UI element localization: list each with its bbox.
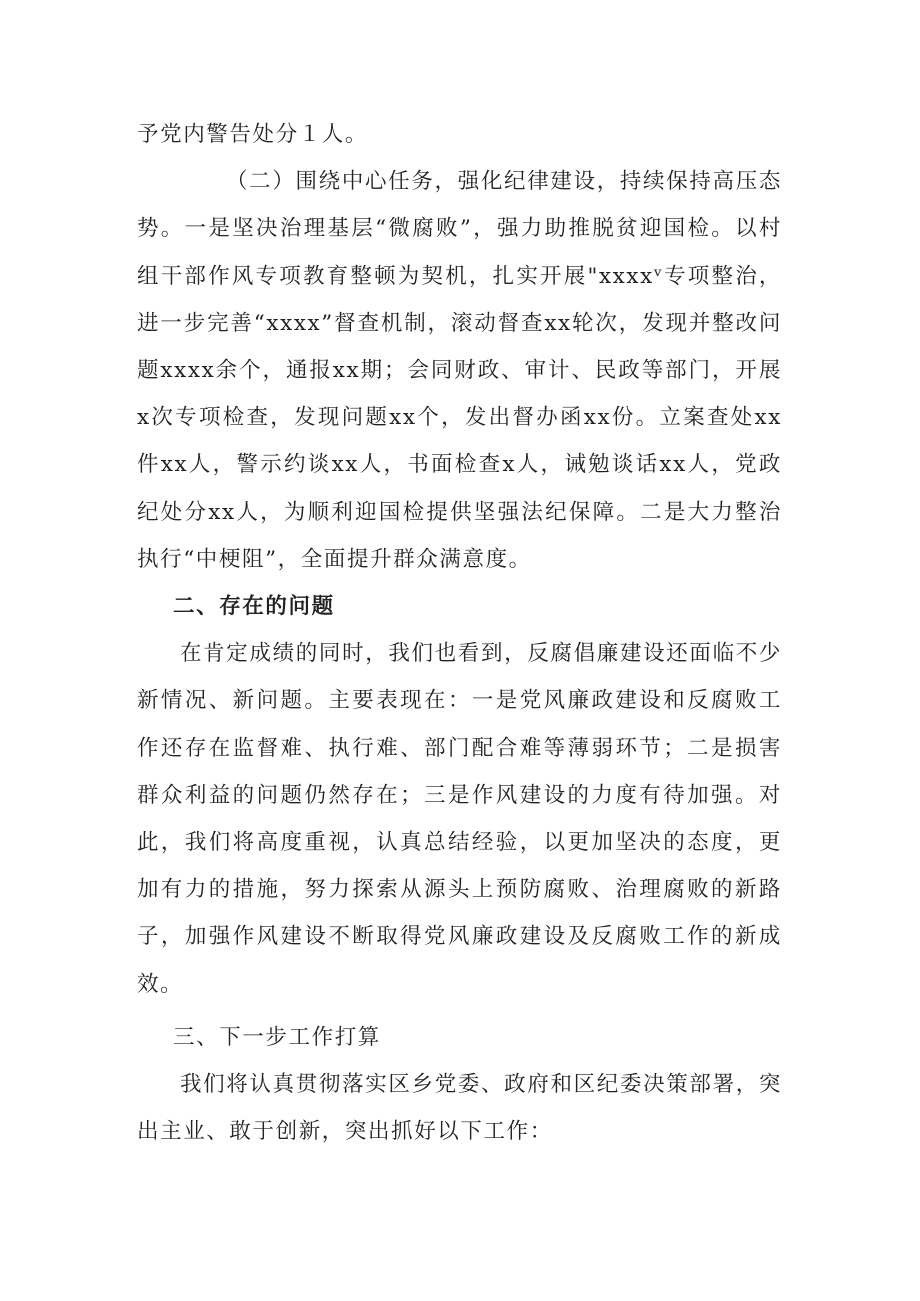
paragraph-continuation: 予党内警告处分１人。 <box>137 122 369 147</box>
heading-existing-problems: 二、存在的问题 <box>173 594 335 620</box>
heading-next-steps: 三、下一步工作打算 <box>173 1024 381 1050</box>
document-body <box>137 111 782 1155</box>
paragraph-problems: 在肯定成绩的同时，我们也看到，反腐倡廉建设还面临不少新情况、新问题。主要表现在：一是党风廉政建设和反腐败工作还存在监督难、执行难、部门配合难等薄弱环节；二是损害群众利益的问题仍然存在；三是作风建设的力度有待加强。对此，我们将高度重视，认真总结经验，以更加坚决的态度，更加有力的措施，努力探索从源头上预防腐败、治理腐败的新路子，加强作风建设不断取得党风廉政建设及反腐败工作的新成效。 <box>137 641 782 997</box>
paragraph-next-steps: 我们将认真贯彻落实区乡党委、政府和区纪委决策部署，突出主业、敢于创新，突出抓好以下工作： <box>137 1072 782 1145</box>
paragraph-section-two-sub: （二）围绕中心任务，强化纪律建设，持续保持高压态势。一是坚决治理基层“微腐败”，强力助推脱贫迎国检。以村组干部作风专项教育整顿为契机，扎实开展"xxxxᵛ专项整治，进一步完善“xxxx”督查机制，滚动督查xx轮次，发现并整改问题xxxx余个，通报xx期；会同财政、审计、民政等部门，开展x次专项检查，发现问题xx个，发出督办函xx份。立案查处xx件xx人，警示约谈xx人，书面检查x人，诫勉谈话xx人，党政纪处分xx人，为顺利迎国检提供坚强法纪保障。二是大力整治执行“中梗阻”，全面提升群众满意度。 <box>137 169 782 572</box>
